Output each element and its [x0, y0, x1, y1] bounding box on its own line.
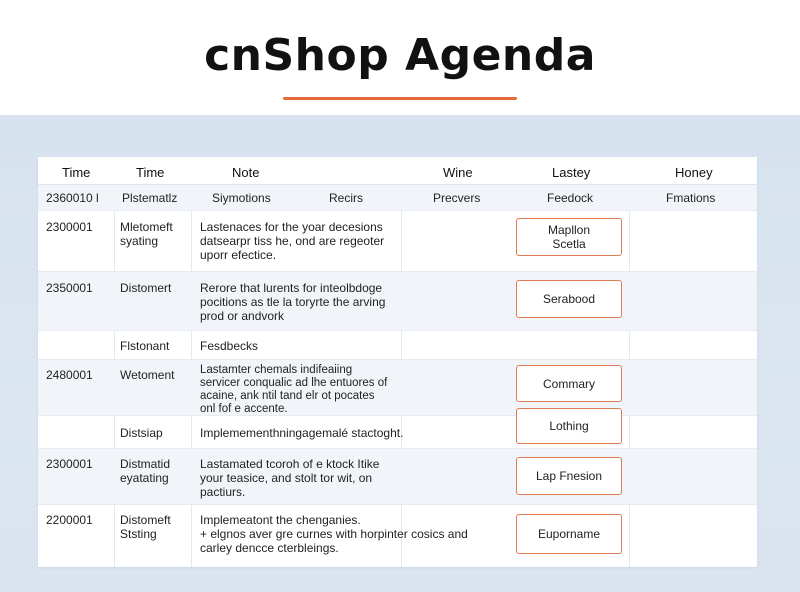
row-action-button[interactable]: Mapllon Scetla	[516, 218, 622, 256]
page-header	[0, 0, 800, 115]
table-row	[38, 449, 757, 505]
subheader-wine: Precvers	[433, 191, 481, 205]
subheader-note: Siymotions	[212, 191, 271, 205]
row-time: 2300001	[46, 457, 93, 471]
row-action-button[interactable]: Serabood	[516, 280, 622, 318]
row-time: 2200001	[46, 513, 93, 527]
row-note: Rerore that lurents for inteolbdoge pocitions as tle la toryrte the arving prod or andvork	[200, 281, 386, 323]
row-name: Flstonant	[120, 339, 170, 353]
subheader-lastey: Feedock	[547, 191, 594, 205]
row-name: Distsiap	[120, 426, 163, 440]
row-note: Lastamated tcoroh of e ktock Itike your teasice, and stolt tor wit, on pactiurs.	[200, 457, 380, 499]
row-name: Distmatid eyatating	[120, 457, 171, 485]
table-row	[38, 505, 757, 567]
row-time: 2480001	[46, 368, 93, 382]
row-note: Implemeatont the chenganies. + elgnos aver gre curnes with horpinter cosics and carley dencce cterbleings.	[200, 513, 468, 555]
table-subheader-row	[38, 185, 757, 211]
subheader-name: Plstematlz	[122, 191, 178, 205]
row-name: Wetoment	[120, 368, 175, 382]
row-note: Lastamter chemals indifeaiing servicer conqualic ad lhe entuores of acaine, ank ntil tand elr ot pocates onl fof e accente.	[200, 364, 388, 415]
row-action-button[interactable]: Euporname	[516, 514, 622, 554]
table-row	[38, 331, 757, 360]
column-header-honey: Honey	[675, 165, 713, 180]
subheader-time: 2360010 l	[46, 191, 99, 205]
row-note: Implemementhningagemalé stactoght.	[200, 426, 404, 440]
row-name: Distomeft Ststing	[120, 513, 171, 541]
row-action-button[interactable]: Commary	[516, 365, 622, 402]
subheader-note-2: Recirs	[329, 191, 364, 205]
table-row	[38, 272, 757, 331]
row-name: Mletomeft syating	[120, 220, 173, 248]
agenda-table	[38, 157, 757, 567]
title-underline	[283, 97, 517, 100]
page-title: cnShop Agenda	[204, 30, 596, 81]
row-note: Lastenaces for the yoar decesions datsearpr tiss he, ond are regeoter uporr efectice.	[200, 220, 385, 262]
row-time: 2350001	[46, 281, 93, 295]
table-header-row	[38, 157, 757, 185]
row-action-button[interactable]: Lothing	[516, 408, 622, 444]
row-time: 2300001	[46, 220, 93, 234]
row-name: Distomert	[120, 281, 172, 295]
column-header-time-2: Time	[136, 165, 165, 180]
table-row	[38, 360, 757, 416]
subheader-honey: Fmations	[666, 191, 716, 205]
table-row	[38, 416, 757, 449]
table-row	[38, 211, 757, 272]
column-header-wine: Wine	[443, 165, 473, 180]
row-action-button[interactable]: Lap Fnesion	[516, 457, 622, 495]
column-header-time: Time	[62, 165, 91, 180]
column-header-lastey: Lastey	[552, 165, 591, 180]
row-note: Fesdbecks	[200, 339, 259, 353]
column-header-note: Note	[232, 165, 260, 180]
